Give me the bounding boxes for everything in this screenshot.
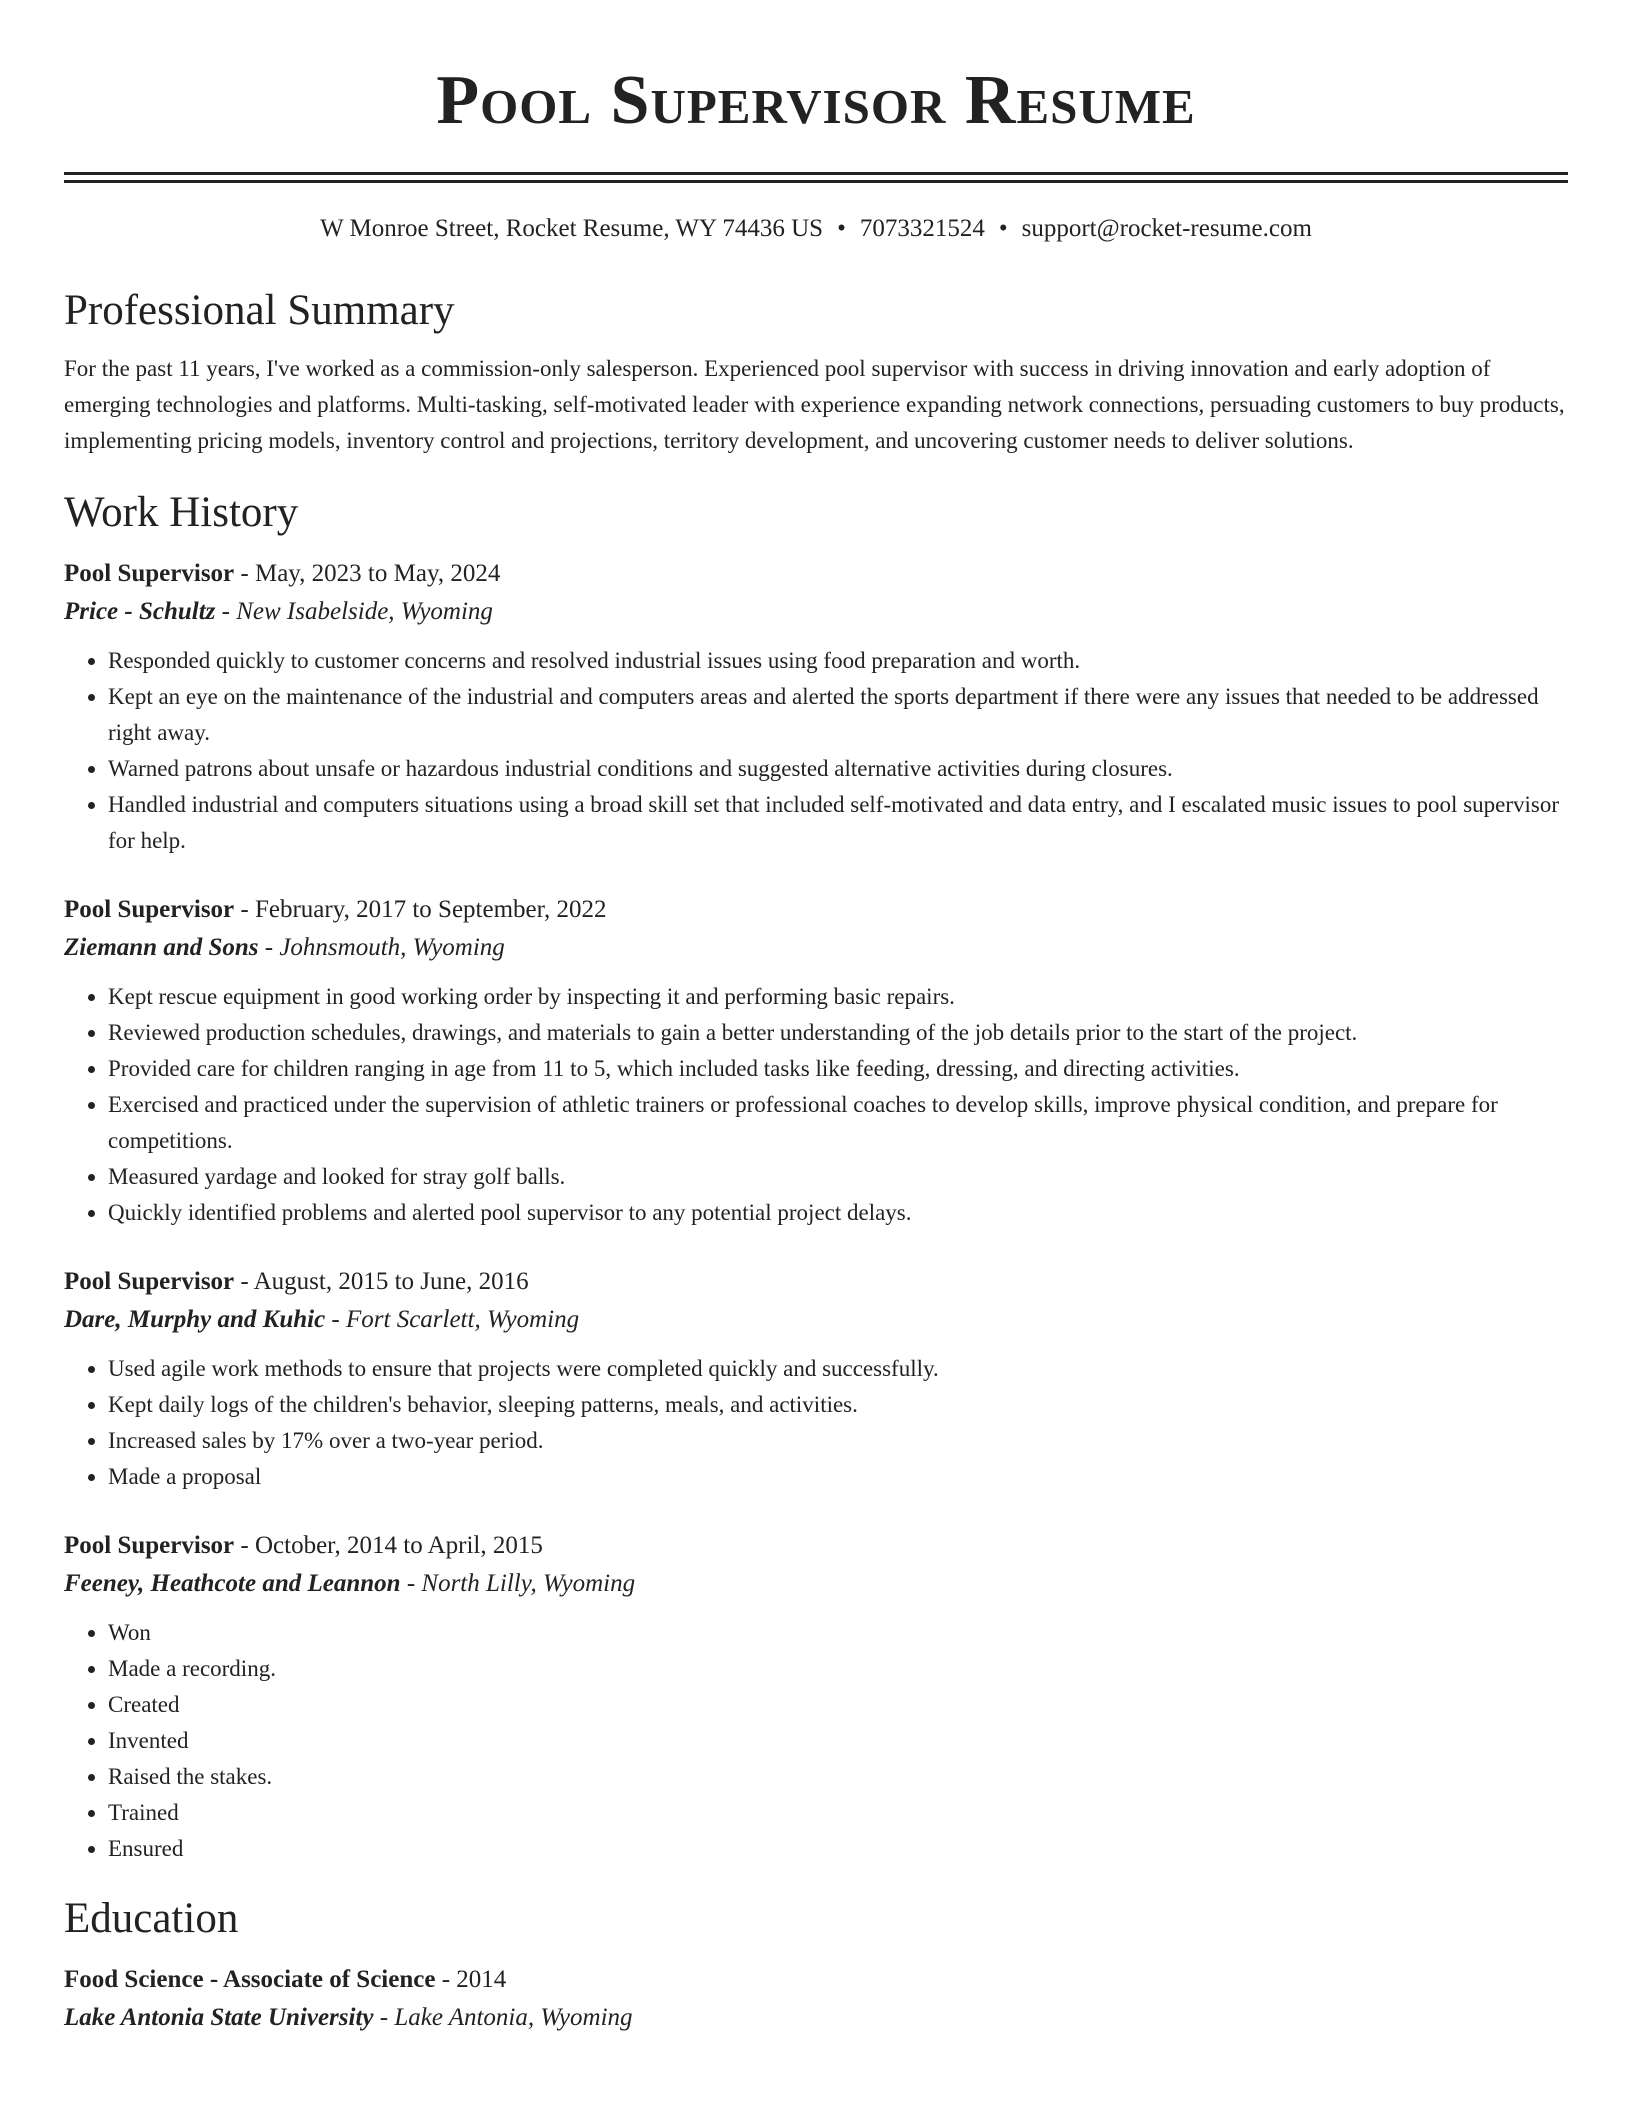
job-entry	[64, 1527, 1568, 1867]
job-bullets	[64, 979, 1568, 1231]
job-bullet: • Created	[108, 1687, 1568, 1723]
job-dates: - August, 2015 to June, 2016	[234, 1268, 529, 1295]
job-dates: - October, 2014 to April, 2015	[234, 1532, 543, 1559]
job-company-line	[64, 593, 1568, 631]
job-bullet: • Measured yardage and looked for stray golf balls.	[108, 1159, 1568, 1195]
job-company-line	[64, 1565, 1568, 1603]
job-title-line	[64, 891, 1568, 929]
job-bullet: • Exercised and practiced under the supervision of athletic trainers or professional coaches to develop skills, improve physical condition, and prepare for competitions.	[108, 1087, 1568, 1159]
job-company: Feeney, Heathcote and Leannon	[64, 1570, 401, 1597]
job-bullet: • Made a proposal	[108, 1459, 1568, 1495]
work-history-list	[64, 555, 1568, 1867]
job-dates: - February, 2017 to September, 2022	[234, 896, 607, 923]
job-entry	[64, 891, 1568, 1231]
contact-line	[64, 213, 1568, 245]
job-bullet: • Warned patrons about unsafe or hazardous industrial conditions and suggested alternative activities during closures.	[108, 751, 1568, 787]
job-dates: - May, 2023 to May, 2024	[234, 560, 501, 587]
job-bullet: • Trained	[108, 1795, 1568, 1831]
education-list	[64, 1961, 1568, 2037]
job-title-line	[64, 1527, 1568, 1565]
contact-email[interactable]: support@rocket-resume.com	[1021, 215, 1312, 242]
degree-line	[64, 1961, 1568, 1999]
job-bullet: • Used agile work methods to ensure that projects were completed quickly and successfully.	[108, 1351, 1568, 1387]
job-bullets	[64, 1351, 1568, 1495]
contact-separator: •	[837, 215, 846, 242]
job-bullet: • Kept daily logs of the children's behavior, sleeping patterns, meals, and activities.	[108, 1387, 1568, 1423]
job-company-line	[64, 1301, 1568, 1339]
education-heading: Education	[64, 1895, 239, 1942]
job-bullet: • Responded quickly to customer concerns and resolved industrial issues using food preparation and worth.	[108, 643, 1568, 679]
work-history-heading: Work History	[64, 489, 299, 536]
job-title-line	[64, 1263, 1568, 1301]
contact-separator: •	[998, 215, 1008, 242]
job-bullet: • Quickly identified problems and alerted pool supervisor to any potential project delays.	[108, 1195, 1568, 1231]
job-company: Ziemann and Sons	[64, 934, 259, 961]
job-entry	[64, 1263, 1568, 1495]
job-location: - Johnsmouth, Wyoming	[258, 934, 505, 961]
job-bullets	[64, 643, 1568, 859]
job-bullet: • Kept rescue equipment in good working order by inspecting it and performing basic repairs.	[108, 979, 1568, 1015]
job-company-line	[64, 929, 1568, 967]
summary-heading: Professional Summary	[64, 287, 455, 334]
job-bullet: • Made a recording.	[108, 1651, 1568, 1687]
contact-address: W Monroe Street, Rocket Resume, WY 74436 US	[320, 215, 824, 242]
job-location: - New Isabelside, Wyoming	[215, 598, 493, 625]
job-bullet: • Kept an eye on the maintenance of the industrial and computers areas and alerted the sports department if there were any issues that needed to be addressed right away.	[108, 679, 1568, 751]
summary-text: For the past 11 years, I've worked as a commission-only salesperson. Experienced pool supervisor with success in driving innovation and early adoption of emerging technologies and platforms. Multi-tasking, self-motivated leader with experience expanding network connections, persuading customers to buy products, implementing pricing models, inventory control and projections, territory development, and uncovering customer needs to deliver solutions.	[64, 356, 1565, 453]
job-title: Pool Supervisor	[64, 1532, 235, 1559]
job-location: - Fort Scarlett, Wyoming	[325, 1306, 580, 1333]
title-divider	[64, 172, 1568, 183]
job-bullet: • Ensured	[108, 1831, 1568, 1867]
job-title: Pool Supervisor	[64, 560, 235, 587]
school-line	[64, 1999, 1568, 2037]
job-title: Pool Supervisor	[64, 896, 235, 923]
job-bullet: • Invented	[108, 1723, 1568, 1759]
job-bullet: • Reviewed production schedules, drawings, and materials to gain a better understanding of the job details prior to the start of the project.	[108, 1015, 1568, 1051]
job-title-line	[64, 555, 1568, 593]
job-bullet: • Raised the stakes.	[108, 1759, 1568, 1795]
job-bullet: • Handled industrial and computers situations using a broad skill set that included self-motivated and data entry, and I escalated music issues to pool supervisor for help.	[108, 787, 1568, 859]
job-location: - North Lilly, Wyoming	[400, 1570, 636, 1597]
job-company: Dare, Murphy and Kuhic	[64, 1306, 326, 1333]
job-bullet: • Provided care for children ranging in age from 11 to 5, which included tasks like feeding, dressing, and directing activities.	[108, 1051, 1568, 1087]
job-title: Pool Supervisor	[64, 1268, 235, 1295]
job-bullets	[64, 1615, 1568, 1867]
school-location: - Lake Antonia, Wyoming	[373, 2004, 633, 2031]
contact-phone: 7073321524	[859, 215, 985, 242]
education-entry	[64, 1961, 1568, 2037]
degree-year: - 2014	[435, 1966, 507, 1993]
degree: Food Science - Associate of Science	[64, 1966, 436, 1993]
job-bullet: • Won	[108, 1615, 1568, 1651]
job-entry	[64, 555, 1568, 859]
job-company: Price - Schultz	[64, 598, 216, 625]
job-bullet: • Increased sales by 17% over a two-year period.	[108, 1423, 1568, 1459]
school: Lake Antonia State University	[64, 2004, 374, 2031]
page-title: Pool Supervisor Resume	[436, 62, 1196, 139]
